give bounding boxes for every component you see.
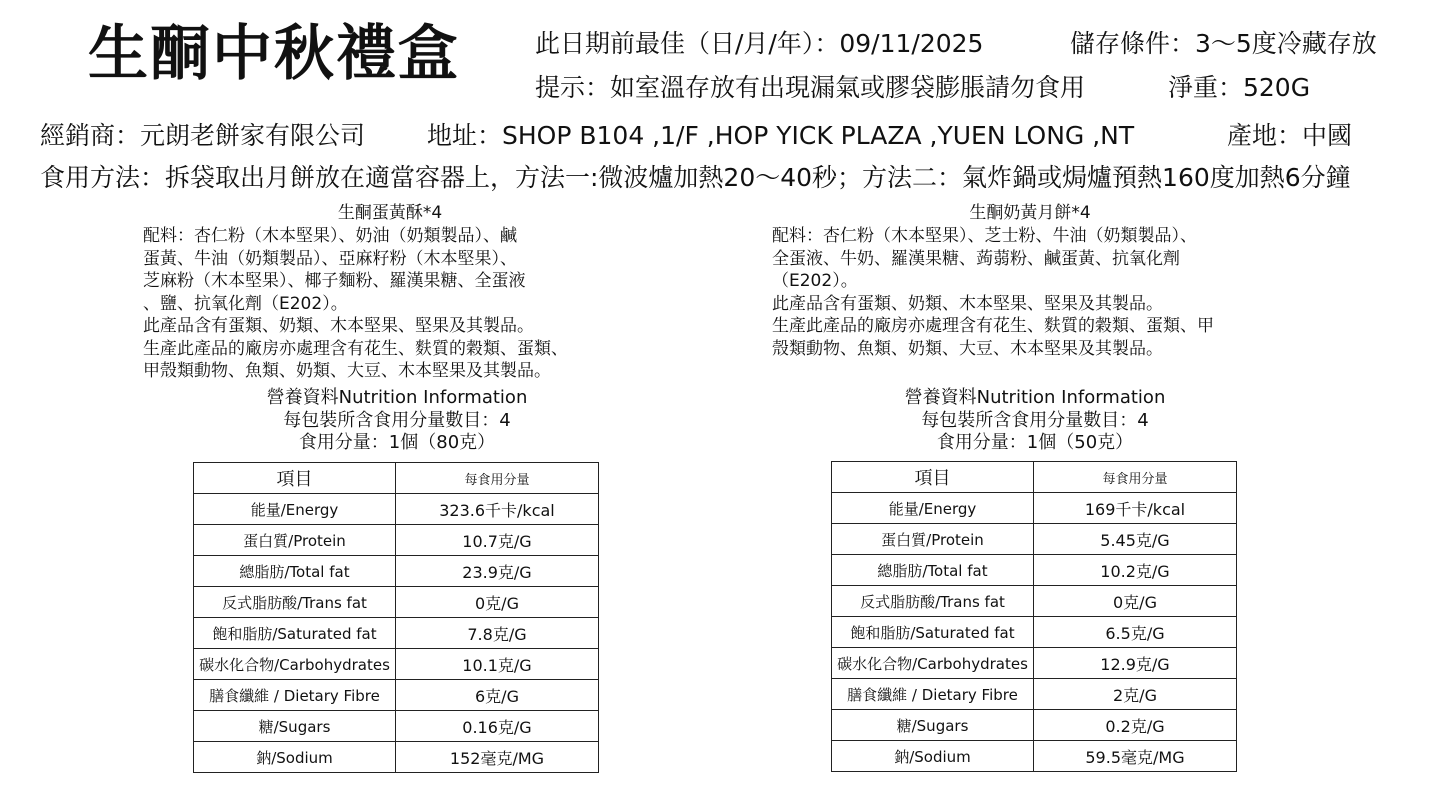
best-before-date: 此日期前最佳（日/月/年）：09/11/2025	[535, 29, 984, 58]
allergen-line: 殼類動物、魚類、奶類、大豆、木本堅果及其製品。	[772, 338, 1163, 359]
table-header-row	[194, 463, 599, 494]
nutrient-label: 飽和脂肪/Saturated fat	[194, 618, 396, 649]
nutrient-value: 169千卡/kcal	[1034, 493, 1237, 524]
nutrient-label: 鈉/Sodium	[194, 742, 396, 773]
table-row	[194, 649, 599, 680]
nutrient-label: 鈉/Sodium	[832, 741, 1034, 772]
table-row	[194, 525, 599, 556]
product-name-egg-yolk-pastry: 生酮蛋黃酥*4	[337, 203, 443, 223]
nutrient-value: 23.9克/G	[396, 556, 599, 587]
nutrient-label: 碳水化合物/Carbohydrates	[832, 648, 1034, 679]
nutrient-label: 總脂肪/Total fat	[194, 556, 396, 587]
ingredient-line: 配料：杏仁粉（木本堅果）、芝士粉、牛油（奶類製品）、	[772, 226, 1197, 246]
nutrient-value: 6.5克/G	[1034, 617, 1237, 648]
servings-per-pack: 每包裝所含食用分量數目：4	[921, 409, 1149, 431]
table-row	[832, 648, 1237, 679]
product-title: 生酮中秋禮盒	[88, 19, 460, 89]
column-header-item: 項目	[832, 462, 1034, 493]
nutrient-value: 152毫克/MG	[396, 742, 599, 773]
nutrient-value: 0克/G	[396, 587, 599, 618]
storage-conditions: 儲存條件：3～5度冷藏存放	[1070, 29, 1377, 58]
table-row	[832, 741, 1237, 772]
nutrient-label: 反式脂肪酸/Trans fat	[832, 586, 1034, 617]
nutrient-value: 10.1克/G	[396, 649, 599, 680]
table-header-row	[832, 462, 1237, 493]
allergen-line: 甲殼類動物、魚類、奶類、大豆、木本堅果及其製品。	[143, 361, 551, 381]
ingredient-line: 全蛋液、牛奶、羅漢果糖、蒟蒻粉、鹹蛋黃、抗氧化劑	[772, 248, 1180, 269]
table-row	[832, 679, 1237, 710]
nutrient-value: 323.6千卡/kcal	[396, 494, 599, 525]
allergen-line: 生產此產品的廠房亦處理含有花生、麩質的穀類、蛋類、甲	[772, 316, 1214, 336]
country-of-origin: 產地：中國	[1227, 121, 1353, 150]
table-row	[194, 711, 599, 742]
servings-per-pack: 每包裝所含食用分量數目：4	[283, 409, 511, 431]
ingredient-line: （E202）。	[772, 271, 858, 291]
ingredients-custard-mooncake	[772, 225, 1214, 360]
nutrient-label: 蛋白質/Protein	[194, 525, 396, 556]
nutrient-label: 蛋白質/Protein	[832, 524, 1034, 555]
product-name-custard-mooncake: 生酮奶黃月餅*4	[969, 203, 1091, 223]
table-row	[832, 493, 1237, 524]
net-weight: 淨重：520G	[1168, 73, 1311, 102]
allergen-line: 此產品含有蛋類、奶類、木本堅果、堅果及其製品。	[772, 293, 1163, 314]
table-row	[832, 524, 1237, 555]
nutrient-label: 能量/Energy	[832, 493, 1034, 524]
nutrient-label: 飽和脂肪/Saturated fat	[832, 617, 1034, 648]
nutrient-value: 10.7克/G	[396, 525, 599, 556]
nutrient-value: 10.2克/G	[1034, 555, 1237, 586]
table-row	[194, 587, 599, 618]
nutrition-title: 營養資料Nutrition Information	[904, 387, 1166, 408]
column-header-per-serving: 每食用分量	[396, 463, 599, 494]
nutrition-table-egg-yolk-pastry	[193, 462, 599, 773]
ingredient-line: 、鹽、抗氧化劑（E202）。	[143, 293, 348, 314]
table-row	[194, 494, 599, 525]
nutrient-value: 59.5毫克/MG	[1034, 741, 1237, 772]
table-row	[832, 617, 1237, 648]
column-header-per-serving: 每食用分量	[1034, 462, 1237, 493]
nutrition-header-egg-yolk-pastry	[197, 387, 597, 455]
nutrient-label: 能量/Energy	[194, 494, 396, 525]
nutrient-value: 0.16克/G	[396, 711, 599, 742]
table-row	[194, 556, 599, 587]
table-row	[832, 586, 1237, 617]
nutrient-value: 0.2克/G	[1034, 710, 1237, 741]
nutrient-value: 7.8克/G	[396, 618, 599, 649]
table-row	[832, 710, 1237, 741]
nutrient-value: 5.45克/G	[1034, 524, 1237, 555]
column-header-item: 項目	[194, 463, 396, 494]
nutrient-label: 糖/Sugars	[832, 710, 1034, 741]
ingredient-line: 蛋黃、牛油（奶類製品）、亞麻籽粉（木本堅果）、	[143, 248, 517, 269]
nutrient-label: 糖/Sugars	[194, 711, 396, 742]
ingredient-line: 配料：杏仁粉（木本堅果）、奶油（奶類製品）、鹹	[143, 226, 517, 246]
table-row	[194, 618, 599, 649]
nutrient-label: 膳食纖維 / Dietary Fibre	[832, 679, 1034, 710]
ingredient-line: 芝麻粉（木本堅果）、椰子麵粉、羅漢果糖、全蛋液	[143, 271, 526, 291]
nutrient-value: 0克/G	[1034, 586, 1237, 617]
nutrient-value: 2克/G	[1034, 679, 1237, 710]
serving-size: 食用分量：1個（80克）	[298, 432, 496, 453]
nutrient-label: 碳水化合物/Carbohydrates	[194, 649, 396, 680]
distributor-address: 地址：SHOP B104 ,1/F ,HOP YICK PLAZA ,YUEN LONG ,NT	[427, 121, 1135, 150]
table-row	[194, 680, 599, 711]
nutrition-title: 營養資料Nutrition Information	[266, 387, 528, 408]
allergen-line: 此產品含有蛋類、奶類、木本堅果、堅果及其製品。	[143, 316, 534, 336]
nutrition-header-custard-mooncake	[835, 387, 1235, 455]
nutrient-label: 總脂肪/Total fat	[832, 555, 1034, 586]
distributor: 經銷商：元朗老餅家有限公司	[40, 121, 366, 150]
nutrient-label: 膳食纖維 / Dietary Fibre	[194, 680, 396, 711]
table-row	[194, 742, 599, 773]
usage-instructions: 食用方法：拆袋取出月餅放在適當容器上，方法一:微波爐加熱20～40秒；方法二：氣炸鍋或焗爐預熱160度加熱6分鐘	[40, 163, 1351, 192]
nutrient-label: 反式脂肪酸/Trans fat	[194, 587, 396, 618]
storage-warning: 提示：如室溫存放有出現漏氣或膠袋膨脹請勿食用	[535, 73, 1086, 102]
nutrient-value: 12.9克/G	[1034, 648, 1237, 679]
ingredients-egg-yolk-pastry	[143, 225, 568, 383]
allergen-line: 生產此產品的廠房亦處理含有花生、麩質的穀類、蛋類、	[143, 338, 568, 359]
nutrition-table-custard-mooncake	[831, 461, 1237, 772]
serving-size: 食用分量：1個（50克）	[936, 432, 1134, 453]
table-row	[832, 555, 1237, 586]
nutrient-value: 6克/G	[396, 680, 599, 711]
